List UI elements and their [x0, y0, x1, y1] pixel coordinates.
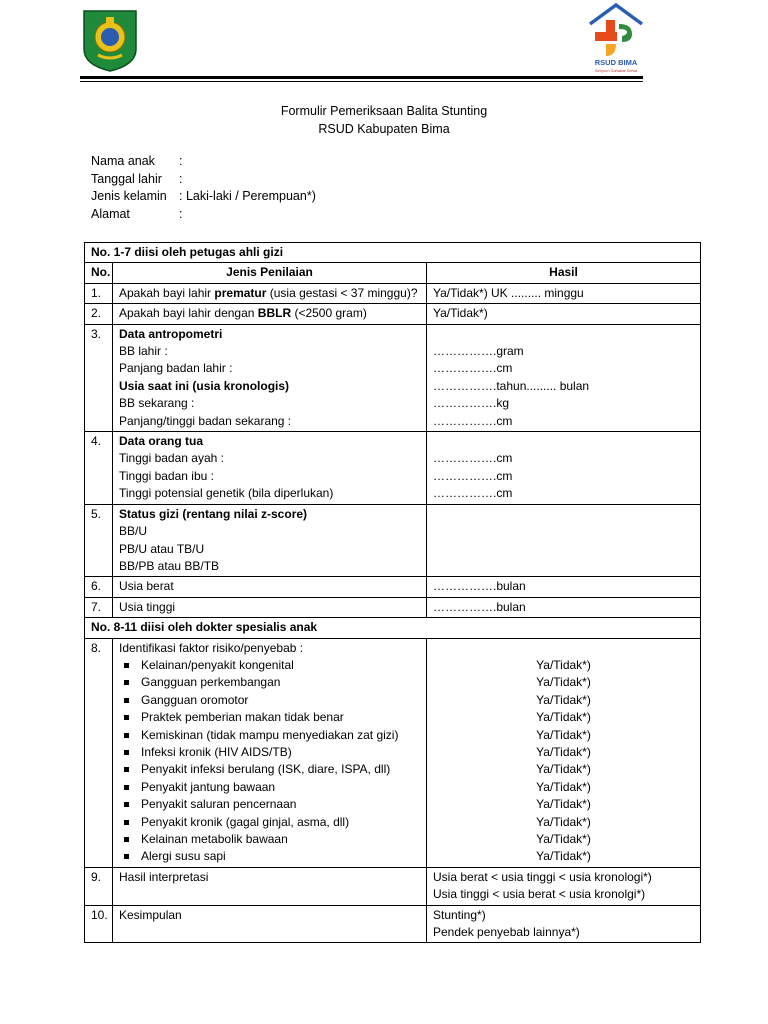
risk-factor-answers[interactable]: Ya/Tidak*) Ya/Tidak*) Ya/Tidak*) Ya/Tidak*) Ya/Tidak*) Ya/Tidak*) Ya/Tidak*) Ya/Tidak*) Ya/Tidak*) Ya/Tidak*) Ya/Tidak*) Ya/Tidak*) [427, 638, 701, 867]
section-pediatrician: No. 8-11 diisi oleh dokter spesialis anak [85, 618, 701, 638]
table-row: 8. Identifikasi faktor risiko/penyebab : Kelainan/penyakit kongenital Gangguan perkembangan Gangguan oromotor Praktek pemberian makan tidak benar Kemiskinan (tidak mampu menyediakan zat gizi) Infeksi kronik (HIV AIDS/TB) Penyakit infeksi berulang (ISK, diare, ISPA, dll) Penyakit jantung bawaan Penyakit saluran pencernaan Penyakit kronik (gagal ginjal, asma, dll) Kelainan metabolik bawaan Alergi susu sapi Ya/Tidak*) Ya/Tidak*) Ya/Tidak*) Ya/Tidak*) Ya/Tidak*) Ya/Tidak*) Ya/Tidak*) Ya/Tidak*) Ya/Tidak*) Ya/Tidak*) Ya/Tidak*) Ya/Tidak*) [85, 638, 701, 867]
premature-answer[interactable]: Ya/Tidak*) UK ......... minggu [427, 283, 701, 303]
rsud-bima-logo [586, 2, 646, 74]
list-item: Penyakit saluran pencernaan [141, 796, 420, 813]
table-header: No. Jenis Penilaian Hasil [85, 263, 701, 283]
list-item: Kelainan/penyakit kongenital [141, 657, 420, 674]
header-rule-thick [80, 76, 643, 79]
nutrition-status-answers[interactable] [427, 504, 701, 577]
table-row: 3. Data antropometri BB lahir : Panjang badan lahir : Usia saat ini (usia kronologis) BB sekarang : Panjang/tinggi badan sekarang : …………….gram …………….cm …………….tahun......... bulan …………….kg …………….cm [85, 324, 701, 431]
name-field[interactable]: : [179, 154, 183, 168]
table-row: 9. Hasil interpretasi Usia berat < usia tinggi < usia kronologi*) Usia tinggi < usia berat < usia kronolgi*) [85, 867, 701, 905]
address-field[interactable]: : [179, 206, 183, 221]
form-title: Formulir Pemeriksaan Balita Stunting [280, 104, 488, 118]
svg-text:Senyum Sahabat Sehat: Senyum Sahabat Sehat [594, 68, 638, 73]
identity-row-gender: Jenis kelamin : Laki-laki / Perempuan*) [91, 189, 316, 207]
list-item: Infeksi kronik (HIV AIDS/TB) [141, 744, 420, 761]
identity-row-name: Nama anak : [91, 154, 316, 172]
letterhead [0, 0, 768, 90]
assessment-table [84, 242, 701, 943]
bblr-answer[interactable]: Ya/Tidak*) [427, 304, 701, 324]
table-row: 4. Data orang tua Tinggi badan ayah : Tinggi badan ibu : Tinggi potensial genetik (bila diperlukan) …………….cm …………….cm …………….cm [85, 432, 701, 505]
list-item: Gangguan oromotor [141, 692, 420, 709]
interpretation-answers[interactable]: Usia berat < usia tinggi < usia kronologi*) Usia tinggi < usia berat < usia kronolgi*) [427, 867, 701, 905]
list-item: Kemiskinan (tidak mampu menyediakan zat gizi) [141, 727, 420, 744]
svg-text:RSUD BIMA: RSUD BIMA [594, 58, 638, 67]
list-item: Penyakit infeksi berulang (ISK, diare, ISPA, dll) [141, 761, 420, 778]
anthropometry-answers[interactable]: …………….gram …………….cm …………….tahun......... bulan …………….kg …………….cm [427, 324, 701, 431]
list-item: Alergi susu sapi [141, 848, 420, 865]
parent-data-answers[interactable]: …………….cm …………….cm …………….cm [427, 432, 701, 505]
risk-factor-list [119, 657, 420, 866]
table-row: 2. Apakah bayi lahir dengan BBLR (<2500 gram) Ya/Tidak*) [85, 304, 701, 324]
table-row: 1. Apakah bayi lahir prematur (usia gestasi < 37 minggu)? Ya/Tidak*) UK ......... minggu [85, 283, 701, 303]
section-nutritionist: No. 1-7 diisi oleh petugas ahli gizi [85, 243, 701, 263]
height-age-answer[interactable]: …………….bulan [427, 597, 701, 617]
list-item: Penyakit jantung bawaan [141, 779, 420, 796]
conclusion-answers[interactable]: Stunting*) Pendek penyebab lainnya*) [427, 905, 701, 943]
table-row: 7. Usia tinggi …………….bulan [85, 597, 701, 617]
identity-row-address: Alamat : [91, 207, 316, 225]
birthdate-field[interactable]: : [179, 171, 183, 186]
list-item: Praktek pemberian makan tidak benar [141, 709, 420, 726]
list-item: Kelainan metabolik bawaan [141, 831, 420, 848]
header-rule-thin [80, 81, 643, 82]
list-item: Penyakit kronik (gagal ginjal, asma, dll) [141, 814, 420, 831]
table-row: 5. Status gizi (rentang nilai z-score) BB/U PB/U atau TB/U BB/PB atau BB/TB [85, 504, 701, 577]
list-item: Gangguan perkembangan [141, 674, 420, 691]
gender-field[interactable]: : Laki-laki / Perempuan*) [179, 189, 316, 203]
identity-row-birthdate: Tanggal lahir : [91, 172, 316, 190]
identity-block [91, 154, 316, 224]
table-row: 10. Kesimpulan Stunting*) Pendek penyebab lainnya*) [85, 905, 701, 943]
form-subtitle: RSUD Kabupaten Bima [318, 122, 450, 136]
bima-regency-emblem-logo [80, 9, 140, 73]
weight-age-answer[interactable]: …………….bulan [427, 577, 701, 597]
table-row: 6. Usia berat …………….bulan [85, 577, 701, 597]
